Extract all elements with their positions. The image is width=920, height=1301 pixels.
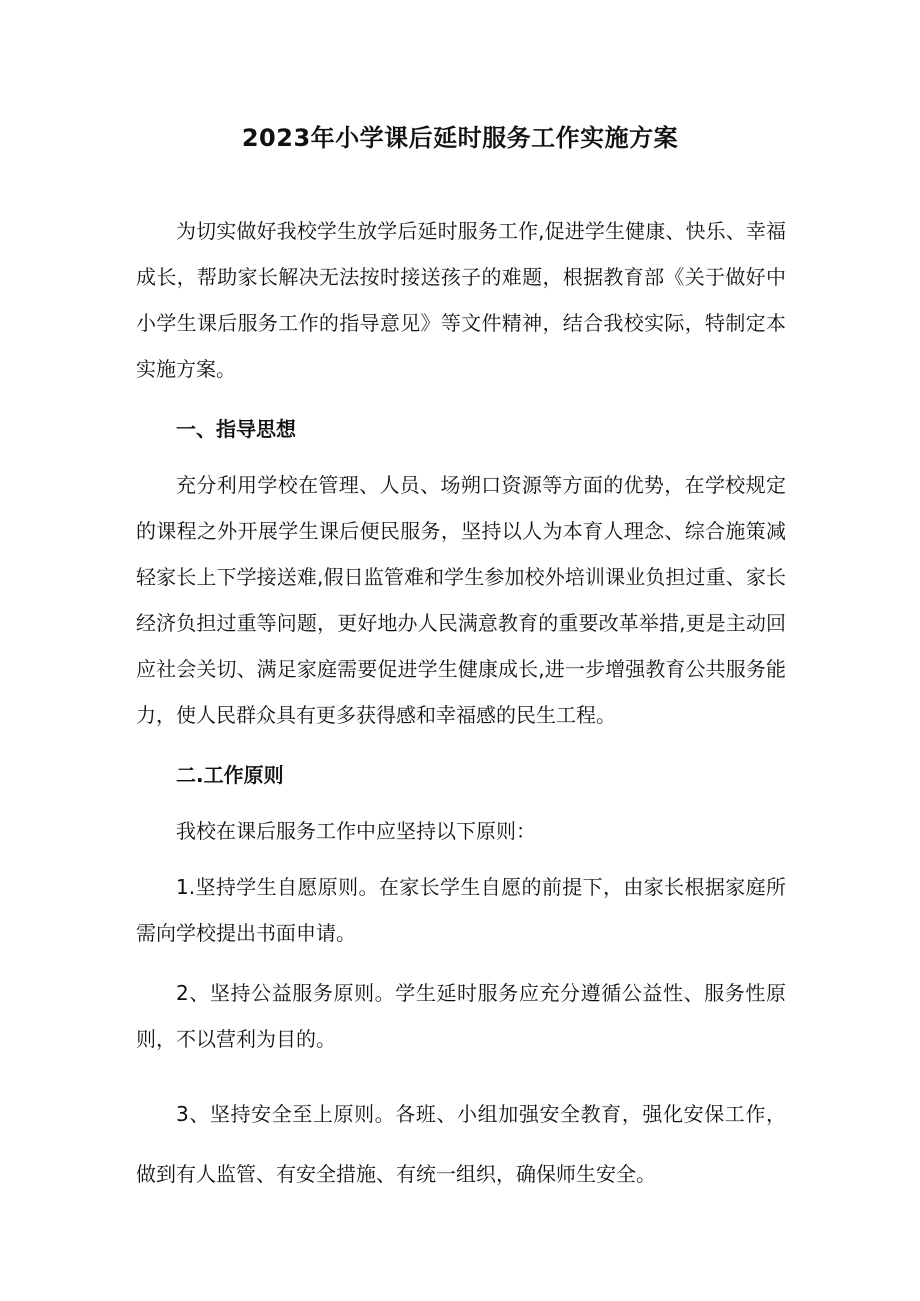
document-title: 2023年小学课后延时服务工作实施方案 xyxy=(241,124,679,152)
document-body xyxy=(136,208,786,1204)
section-2-lead: 我校在课后服务工作中应坚持以下原则： xyxy=(176,819,536,843)
section-1-heading: 一、指导思想 xyxy=(176,417,296,441)
principle-3: 3、坚持安全至上原则。各班、小组加强安全教育，强化安保工作，做到有人监管、有安全措施、有统一组织，确保师生安全。 xyxy=(136,1102,786,1186)
principle-1: 1.坚持学生自愿原则。在家长学生自愿的前提下，由家长根据家庭所需向学校提出书面申请。 xyxy=(136,875,786,945)
section-2-heading: 二.工作原则 xyxy=(176,763,284,787)
intro-paragraph: 为切实做好我校学生放学后延时服务工作,促进学生健康、快乐、幸福成长，帮助家长解决无法按时接送孩子的难题，根据教育部《关于做好中小学生课后服务工作的指导意见》等文件精神，结合我校实际，特制定本实施方案。 xyxy=(136,219,786,381)
section-1-paragraph: 充分利用学校在管理、人员、场朔口资源等方面的优势，在学校规定的课程之外开展学生课后便民服务，坚持以人为本育人理念、综合施策减轻家长上下学接送难,假日监管难和学生参加校外培训课业负担过重、家长经济负担过重等问题，更好地办人民满意教育的重要改革举措,更是主动回应社会关切、满足家庭需要促进学生健康成长,进一步增强教育公共服务能力，使人民群众具有更多获得感和幸福感的民生工程。 xyxy=(136,473,786,727)
principle-2: 2、坚持公益服务原则。学生延时服务应充分遵循公益性、服务性原则，不以营利为目的。 xyxy=(136,981,786,1051)
